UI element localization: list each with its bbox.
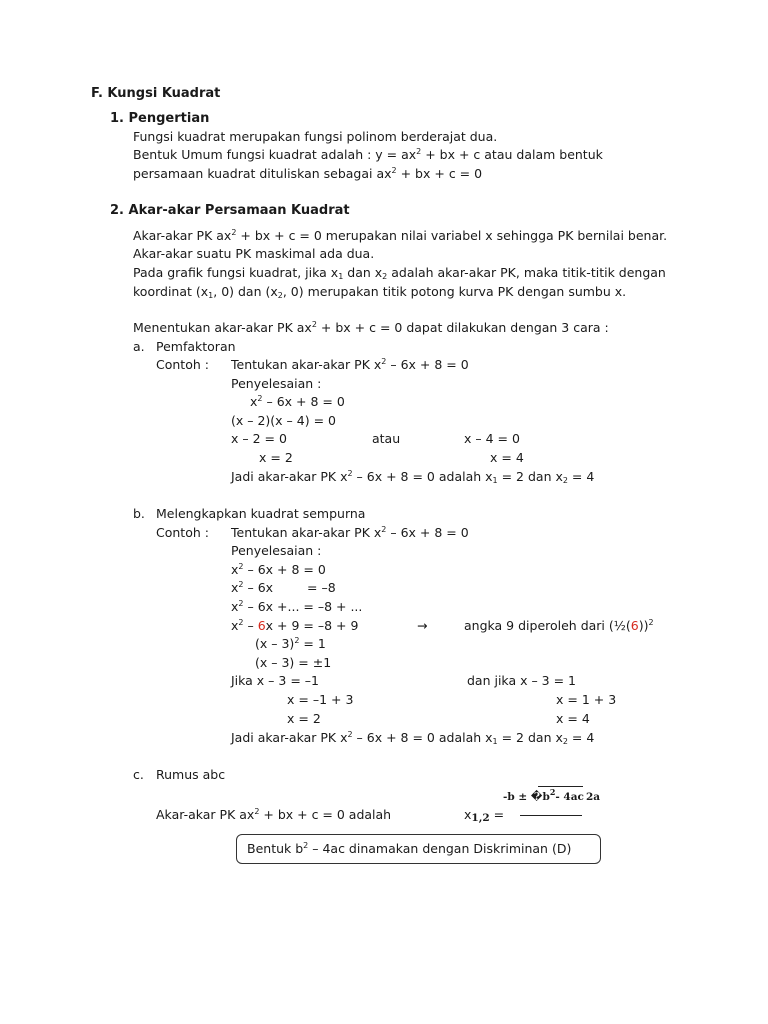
pengertian-line-2: Bentuk Umum fungsi kuadrat adalah : $y = ax^2$ + bx + c atau dalam bentuk (133, 147, 603, 162)
a-eq-3-left: x – 2 = 0 (231, 431, 287, 446)
a-penyelesaian: Penyelesaian : (231, 376, 322, 391)
formula-denominator: 2a (586, 791, 601, 803)
b-jika-left: Jika x – 3 = –1 (231, 673, 319, 688)
item-a-label: a. (133, 339, 145, 354)
akar-paragraph-5: Menentukan akar-akar PK $ax^2$ + bx + c = 0 dapat dilakukan dengan 3 cara : (133, 320, 609, 335)
a-atau: atau (372, 431, 401, 446)
b-line-1: $x^2 - 6x + 8 = 0$ (231, 562, 326, 577)
b-line-2: $x^2 - 6x$ (231, 580, 274, 595)
b-line-6: (x – 3) = ±1 (255, 655, 332, 670)
b-result-1-right: x = 1 + 3 (556, 692, 617, 707)
b-line-3: $x^2 - 6x$ +... = –8 + ... (231, 599, 363, 614)
c-statement: Akar-akar PK $ax^2$ + bx + c = 0 adalah (156, 807, 392, 822)
b-tentukan: Tentukan akar-akar PK $x^2 - 6x + 8 = 0$ (231, 525, 469, 540)
akar-paragraph-3: Pada grafik fungsi kuadrat, jika $x_1$ dan $x_2$ adalah akar-akar PK, maka titik-titik dengan (133, 265, 666, 281)
a-contoh-label: Contoh : (156, 357, 209, 372)
a-eq-4-left: x = 2 (259, 450, 293, 465)
b-result-2-right: x = 4 (556, 711, 590, 726)
pengertian-line-3: persamaan kuadrat dituliskan sebagai $ax^2$ + bx + c = 0 (133, 166, 483, 181)
b-jadi: Jadi akar-akar PK $x^2 - 6x + 8 = 0$ adalah $x_1 = 2$ dan $x_2 = 4$ (231, 730, 595, 746)
a-jadi: Jadi akar-akar PK $x^2 - 6x + 8 = 0$ adalah $x_1 = 2$ dan $x_2 = 4$ (231, 469, 595, 485)
b-note: angka 9 diperoleh dari (½(6))$^2$ (464, 618, 654, 633)
item-b-title: Melengkapkan kuadrat sempurna (156, 506, 366, 521)
fraction-bar (520, 815, 582, 816)
item-c-label: c. (133, 767, 144, 782)
b-result-2-left: x = 2 (287, 711, 321, 726)
b-line-4: $x^2 - 6x + 9 = -8 + 9$ (231, 618, 359, 633)
item-a-title: Pemfaktoran (156, 339, 236, 354)
item-c-title: Rumus abc (156, 767, 226, 782)
a-eq-3-right: x – 4 = 0 (464, 431, 520, 446)
item-b-label: b. (133, 506, 145, 521)
b-line-2-rhs: = –8 (307, 580, 336, 595)
discriminant-text: Bentuk $b^2 - 4ac$ dinamakan dengan Diskriminan (D) (247, 841, 572, 856)
a-eq-1: $x^2 - 6x + 8 = 0$ (250, 394, 345, 409)
b-penyelesaian: Penyelesaian : (231, 543, 322, 558)
a-tentukan: Tentukan akar-akar PK $x^2 - 6x + 8 = 0$ (231, 357, 469, 372)
heading-akar-akar: 2. Akar-akar Persamaan Kuadrat (110, 203, 350, 218)
a-eq-4-right: x = 4 (490, 450, 524, 465)
formula-lhs: x1,2 = (464, 807, 505, 824)
b-line-5: (x – 3)$^2$ = 1 (255, 636, 326, 651)
b-jika-right: dan jika x – 3 = 1 (467, 673, 577, 688)
akar-paragraph-2: Akar-akar suatu PK maskimal ada dua. (133, 246, 375, 261)
a-eq-2: (x – 2)(x – 4) = 0 (231, 413, 336, 428)
sqrt-vinculum (538, 786, 583, 787)
b-result-1-left: x = –1 + 3 (287, 692, 354, 707)
discriminant-box (236, 834, 601, 864)
section-title: F. Kungsi Kuadrat (91, 86, 221, 101)
formula-numerator: $-b \pm �b^2-$ 4ac (503, 787, 584, 803)
heading-pengertian: 1. Pengertian (110, 111, 210, 126)
arrow-right-icon: → (417, 618, 428, 633)
akar-paragraph-1: Akar-akar PK $ax^2$ + bx + c = 0 merupakan nilai variabel x sehingga PK bernilai benar. (133, 228, 668, 243)
b-contoh-label: Contoh : (156, 525, 209, 540)
pengertian-line-1: Fungsi kuadrat merupakan fungsi polinom berderajat dua. (133, 129, 498, 144)
akar-paragraph-4: koordinat ($x_1$, 0) dan ($x_2$, 0) merupakan titik potong kurva PK dengan sumbu x. (133, 284, 627, 300)
